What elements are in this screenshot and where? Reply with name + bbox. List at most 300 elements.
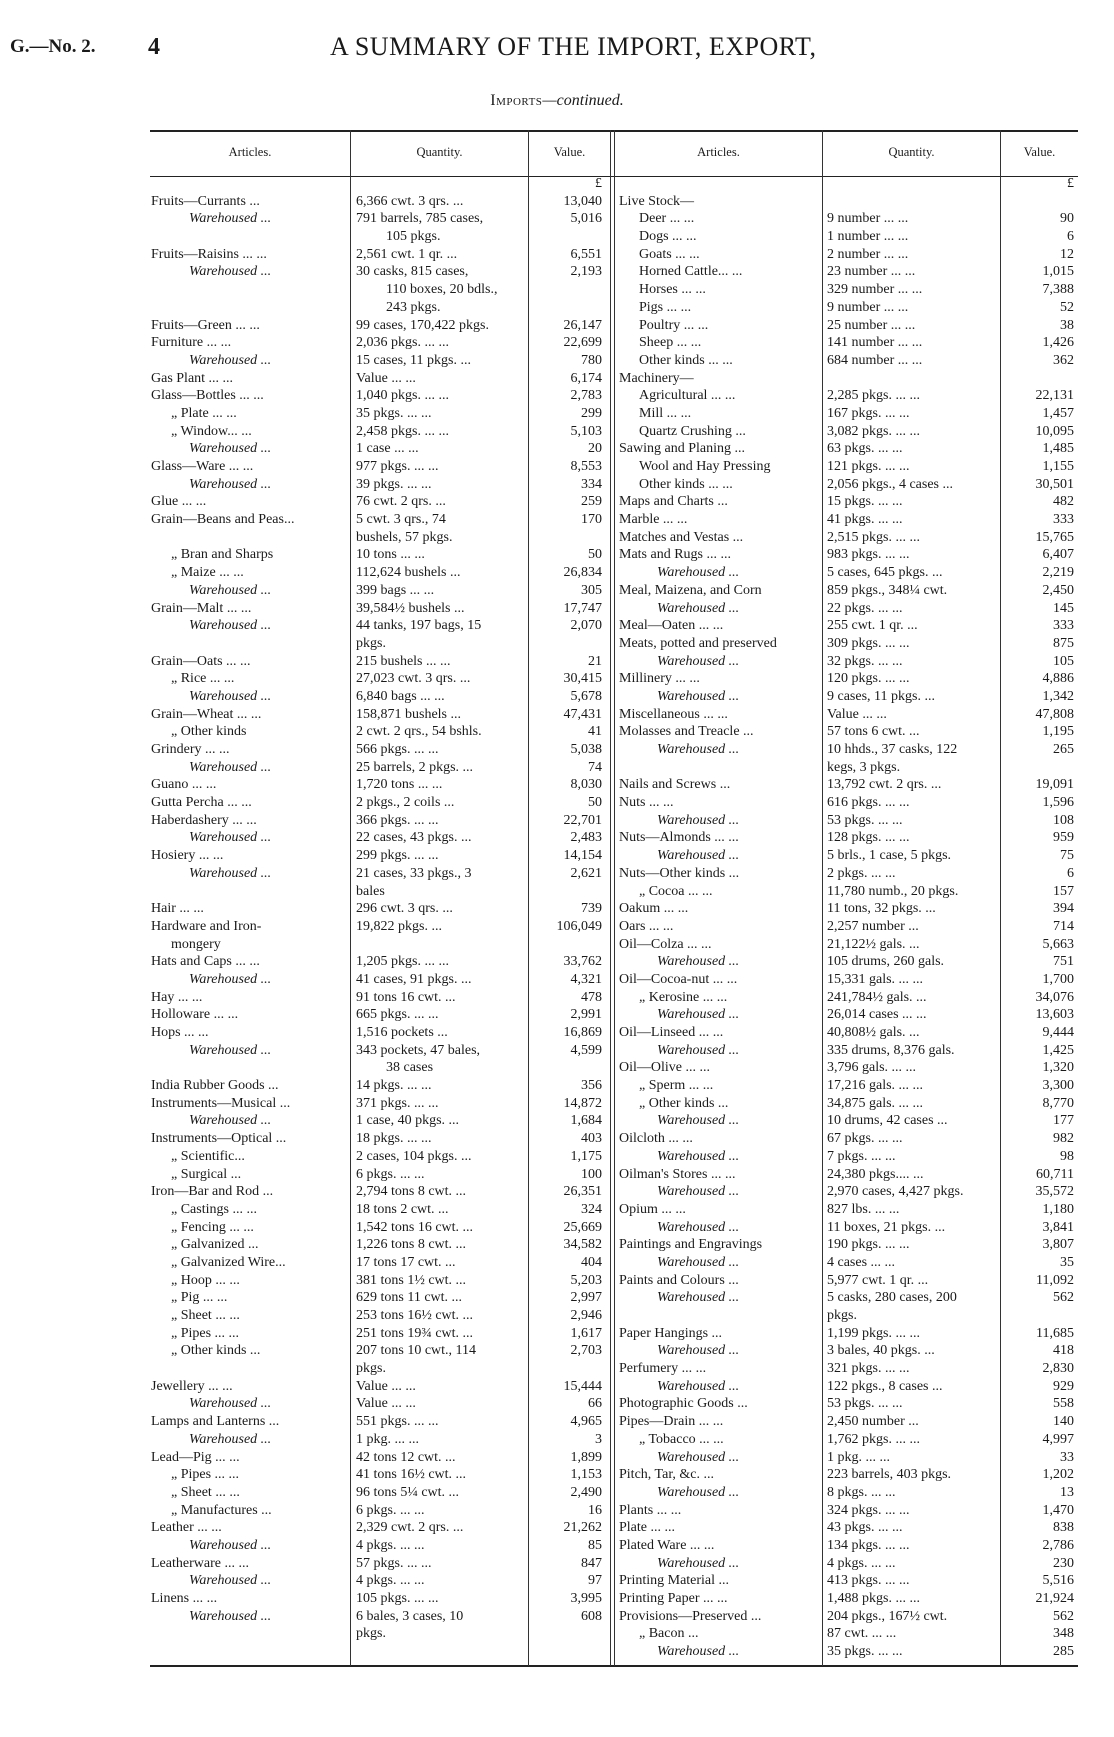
quantity-cell: 105 drums, 260 gals. [827,954,945,970]
article-cell: Millinery ... ... [619,671,700,687]
quantity-cell: 120 pkgs. ... ... [827,671,910,687]
value-cell: 4,886 [1042,671,1074,687]
quantity-cell: 9 cases, 11 pkgs. ... [827,688,935,704]
article-cell: Warehoused ... [657,812,740,828]
quantity-cell: 1,226 tons 8 cwt. ... [356,1237,467,1253]
value-cell: 12 [1060,246,1074,262]
article-cell: Warehoused ... [189,830,272,846]
quantity-cell: 4 pkgs. ... ... [356,1573,425,1589]
article-cell: Marble ... ... [619,512,688,528]
article-cell: „ Hoop ... ... [171,1272,240,1288]
quantity-cell: 63 pkgs. ... ... [827,441,903,457]
quantity-cell: 91 tons 16 cwt. ... [356,989,456,1005]
value-cell: 5,103 [570,423,602,439]
article-cell: „ Surgical ... [171,1166,242,1182]
article-cell: Warehoused ... [657,1484,740,1500]
article-cell: Warehoused ... [657,742,740,757]
article-cell: „ Cocoa ... ... [639,883,713,899]
left-quantity-column [356,175,526,1643]
divider-left-art-qty [350,130,351,1666]
article-cell: Warehoused ... [189,1573,272,1589]
article-cell: Grain—Wheat ... ... [151,706,262,722]
article-cell: Warehoused ... [189,1431,272,1447]
value-cell: 1,457 [1042,405,1074,421]
article-cell: Guano ... ... [151,777,217,793]
quantity-cell: bales [356,883,385,899]
article-cell: Warehoused ... [189,1396,272,1412]
quantity-cell: 2 pkgs., 2 coils ... [356,795,455,811]
article-cell: Fruits—Currants ... [151,193,260,209]
value-cell: 106,049 [556,918,602,934]
value-cell: 75 [1060,848,1074,864]
value-cell: 265 [1053,742,1074,757]
value-cell: 50 [588,547,602,563]
quantity-cell: 204 pkgs., 167½ cwt. [827,1608,948,1624]
value-cell: 177 [1053,1113,1074,1129]
value-cell: 3,300 [1042,1078,1074,1094]
value-cell: 1,425 [1042,1042,1074,1058]
quantity-cell: 96 tons 5¼ cwt. ... [356,1484,460,1500]
quantity-cell: 105 pkgs. [386,229,441,245]
value-cell: 1,684 [570,1113,602,1129]
quantity-cell: 57 tons 6 cwt. ... [827,724,920,740]
value-cell: 100 [581,1166,602,1182]
value-cell: 2,786 [1042,1537,1074,1553]
article-cell: „ Fencing ... ... [171,1219,254,1235]
quantity-cell: 4 pkgs. ... ... [356,1537,425,1553]
value-cell: 5,663 [1042,936,1074,952]
quantity-cell: 53 pkgs. ... ... [827,812,903,828]
article-cell: Paintings and Engravings [619,1237,763,1253]
value-cell: 2,490 [570,1484,602,1500]
value-cell: 52 [1060,299,1074,315]
value-cell: 170 [581,512,602,528]
quantity-cell: 41 pkgs. ... ... [827,512,903,528]
quantity-cell: 121 pkgs. ... ... [827,459,910,474]
value-cell: 751 [1053,954,1074,970]
article-cell: Warehoused ... [657,688,740,704]
quantity-cell: 366 pkgs. ... ... [356,812,439,828]
article-cell: Grain—Beans and Peas... [151,512,295,528]
value-cell: 26,147 [563,317,602,333]
value-cell: 608 [581,1608,602,1624]
article-cell: Warehoused ... [657,600,740,616]
value-cell: 2,193 [570,264,602,280]
quantity-cell: 17,216 gals. ... ... [827,1078,924,1094]
article-cell: „ Bran and Sharps [171,547,274,563]
divider-left-qty-val [528,130,529,1666]
article-cell: Oil—Linseed ... ... [619,1025,724,1040]
right-value-column [1002,175,1074,1661]
article-cell: Goats ... ... [639,246,700,262]
quantity-cell: 566 pkgs. ... ... [356,742,439,757]
article-cell [151,281,348,299]
article-cell: Plated Ware ... ... [619,1537,715,1553]
quantity-cell: 296 cwt. 3 qrs. ... [356,901,453,917]
value-cell: 140 [1053,1414,1074,1430]
article-cell [619,175,820,193]
quantity-cell: 67 pkgs. ... ... [827,1131,903,1147]
article-cell: Fruits—Raisins ... ... [151,246,267,262]
article-cell: Warehoused ... [657,1343,740,1359]
quantity-cell: 53 pkgs. ... ... [827,1396,903,1412]
quantity-cell: 41 cases, 91 pkgs. ... [356,971,472,987]
quantity-cell: 309 pkgs. ... ... [827,635,910,651]
value-cell: 2,483 [570,830,602,846]
quantity-cell: 122 pkgs., 8 cases ... [827,1378,943,1394]
article-cell: Instruments—Musical ... [151,1095,291,1111]
value-cell: 4,965 [570,1414,602,1430]
value-cell: 30,501 [1035,476,1074,492]
value-cell [1002,1307,1074,1325]
article-cell: „ Other kinds ... [639,1095,729,1111]
article-cell: Paints and Colours ... [619,1272,739,1288]
value-cell: 259 [581,494,602,510]
quantity-cell: 2,794 tons 8 cwt. ... [356,1184,467,1200]
quantity-cell: 5 cases, 645 pkgs. ... [827,565,943,581]
article-cell: Warehoused ... [189,211,272,227]
quantity-cell: 40,808½ gals. ... [827,1025,920,1040]
quantity-cell: 76 cwt. 2 qrs. ... [356,494,446,510]
article-cell: Linens ... ... [151,1591,218,1606]
article-cell [151,228,348,246]
quantity-cell: 251 tons 19¾ cwt. ... [356,1325,474,1341]
quantity-cell: 110 boxes, 20 bdls., [386,282,498,298]
article-cell: Meal—Oaten ... ... [619,618,724,634]
article-cell: Warehoused ... [189,1608,272,1624]
article-cell: Oilman's Stores ... ... [619,1166,736,1182]
article-cell: Nuts—Other kinds ... [619,865,740,881]
article-cell: Jewellery ... ... [151,1378,233,1394]
value-cell: 108 [1053,812,1074,828]
article-cell: Warehoused ... [189,582,272,598]
article-cell: Opium ... ... [619,1201,686,1217]
article-cell: Warehoused ... [657,1219,740,1235]
article-cell: Other kinds ... ... [639,476,733,492]
article-cell: Lamps and Lanterns ... [151,1414,280,1430]
quantity-cell: 17 tons 17 cwt. ... [356,1254,456,1270]
value-cell: 1,195 [1042,724,1074,740]
article-cell: Glass—Ware ... ... [151,459,254,474]
article-cell: Maps and Charts ... [619,494,728,510]
value-cell: 30,415 [563,671,602,687]
quantity-cell: 134 pkgs. ... ... [827,1537,910,1553]
quantity-cell: pkgs. [356,1626,386,1642]
value-cell: 6,174 [570,370,602,386]
value-cell: 348 [1053,1626,1074,1642]
quantity-cell: 158,871 bushels ... [356,706,461,722]
subtitle-rest: —continued. [542,92,624,109]
value-cell: 14,154 [563,848,602,864]
value-cell: 50 [588,795,602,811]
value-cell: 959 [1053,830,1074,846]
value-cell: 2,830 [1042,1361,1074,1377]
value-cell: 5,516 [1042,1573,1074,1589]
value-cell: 90 [1060,211,1074,227]
article-cell: Warehoused ... [657,1254,740,1270]
article-cell: Warehoused ... [657,1290,740,1306]
article-cell: Agricultural ... ... [639,388,736,404]
article-cell: Warehoused ... [189,476,272,492]
value-cell: 35 [1060,1254,1074,1270]
quantity-cell: 41 tons 16½ cwt. ... [356,1467,467,1483]
article-cell: Warehoused ... [189,264,272,280]
quantity-cell: 9 number ... ... [827,211,909,227]
value-cell [530,1360,602,1378]
article-cell: Dogs ... ... [639,229,697,245]
quantity-cell: 19,822 pkgs. ... [356,918,442,934]
divider-center-2 [614,130,615,1666]
value-cell: 6,407 [1042,547,1074,563]
article-cell: Grain—Oats ... ... [151,653,251,669]
value-cell: 20 [588,441,602,457]
quantity-cell: 413 pkgs. ... ... [827,1573,910,1589]
article-cell: „ Castings ... ... [171,1201,257,1217]
article-cell: Warehoused ... [657,653,740,669]
quantity-cell: 11,780 numb., 20 pkgs. [827,883,959,899]
quantity-cell: 343 pockets, 47 bales, [356,1042,481,1058]
article-cell: Sheep ... ... [639,335,702,351]
article-cell: Fruits—Green ... ... [151,317,260,333]
value-cell: 478 [581,989,602,1005]
value-cell: 394 [1053,901,1074,917]
value-cell [530,529,602,547]
article-cell: „ Scientific... [171,1148,245,1164]
value-cell [530,1059,602,1077]
quantity-cell: 1,205 pkgs. ... ... [356,954,449,970]
value-cell [530,228,602,246]
quantity-cell: 215 bushels ... ... [356,653,451,669]
quantity-cell: 18 pkgs. ... ... [356,1131,432,1147]
quantity-cell: 11 boxes, 21 pkgs. ... [827,1219,946,1235]
value-cell: 230 [1053,1555,1074,1571]
quantity-cell: 15,331 gals. ... ... [827,971,924,987]
article-cell: Warehoused ... [189,1042,272,1058]
value-cell: 34,076 [1035,989,1074,1005]
article-cell: Furniture ... ... [151,335,232,351]
quantity-cell: 128 pkgs. ... ... [827,830,910,846]
value-cell: 60,711 [1036,1166,1074,1182]
quantity-cell: 5 brls., 1 case, 5 pkgs. [827,848,952,864]
quantity-cell: 2,329 cwt. 2 qrs. ... [356,1520,464,1536]
quantity-cell: 39 pkgs. ... ... [356,476,432,492]
article-cell: Machinery— [619,370,694,386]
article-cell: Warehoused ... [657,1113,740,1129]
quantity-cell: 299 pkgs. ... ... [356,848,439,864]
value-cell: 5,203 [570,1272,602,1288]
value-cell: 85 [588,1537,602,1553]
article-cell: mongery [171,936,221,952]
article-cell: Sawing and Planing ... [619,441,745,457]
quantity-cell: 4 cases ... ... [827,1254,896,1270]
article-cell: Hair ... ... [151,901,204,917]
value-cell: 145 [1053,600,1074,616]
article-cell: Mats and Rugs ... ... [619,547,731,563]
value-cell: 15,765 [1035,529,1074,545]
value-cell: 2,783 [570,388,602,404]
quantity-cell: 2 cases, 104 pkgs. ... [356,1148,472,1164]
article-cell: „ Pipes ... ... [171,1325,240,1341]
value-cell: 1,015 [1042,264,1074,280]
value-cell: 6 [1067,229,1074,245]
value-cell: 47,431 [563,706,602,722]
article-cell: „ Tobacco ... ... [639,1431,724,1447]
value-cell [530,299,602,317]
article-cell: Glass—Bottles ... ... [151,388,264,404]
article-cell: Hops ... ... [151,1025,209,1040]
article-cell: Hardware and Iron- [151,918,262,934]
quantity-cell: 2,056 pkgs., 4 cases ... [827,476,953,492]
value-cell: 41 [588,724,602,740]
value-cell: 356 [581,1078,602,1094]
quantity-cell: 1 case, 40 pkgs. ... [356,1113,460,1129]
value-cell: 105 [1053,653,1074,669]
quantity-cell: 5 cwt. 3 qrs., 74 [356,512,446,528]
value-cell: 1,180 [1042,1201,1074,1217]
value-cell: 299 [581,405,602,421]
article-cell: Pigs ... ... [639,299,692,315]
article-cell: Glue ... ... [151,494,207,510]
article-cell: Warehoused ... [657,848,740,864]
article-cell: Warehoused ... [657,1148,740,1164]
article-cell: Deer ... ... [639,211,695,227]
quantity-cell: pkgs. [356,1361,386,1377]
article-cell: „ Rice ... ... [171,671,235,687]
value-cell: 5,016 [570,211,602,227]
quantity-cell: 43 pkgs. ... ... [827,1520,903,1536]
article-cell: Warehoused ... [189,688,272,704]
article-cell: Nuts ... ... [619,795,674,811]
article-cell: Warehoused ... [657,1007,740,1023]
value-cell: 482 [1053,494,1074,510]
value-cell: 33,762 [563,954,602,970]
quantity-cell: 10 drums, 42 cases ... [827,1113,948,1129]
quantity-cell: 1,488 pkgs. ... ... [827,1591,920,1606]
article-cell: „ Manufactures ... [171,1502,272,1518]
article-cell: Iron—Bar and Rod ... [151,1184,274,1200]
value-cell: 875 [1053,635,1074,651]
quantity-cell: 15 cases, 11 pkgs. ... [356,352,471,368]
value-cell: 324 [581,1201,602,1217]
article-cell: Lead—Pig ... ... [151,1449,240,1465]
value-cell: 5,678 [570,688,602,704]
value-cell: 33 [1060,1449,1074,1465]
value-cell: 4,997 [1042,1431,1074,1447]
value-cell: 35,572 [1035,1184,1074,1200]
article-cell: Plants ... ... [619,1502,682,1518]
article-cell: Warehoused ... [657,1042,740,1058]
quantity-cell: 21 cases, 33 pkgs., 3 [356,865,472,881]
quantity-cell: 616 pkgs. ... ... [827,795,910,811]
article-cell: Horned Cattle... ... [639,264,743,280]
value-cell: 1,596 [1042,795,1074,811]
value-cell: 98 [1060,1148,1074,1164]
quantity-cell: 791 barrels, 785 cases, [356,211,484,227]
value-cell: 22,701 [563,812,602,828]
quantity-cell: 2,450 number ... [827,1414,919,1430]
article-cell: Perfumery ... ... [619,1361,707,1377]
value-cell: 4,599 [570,1042,602,1058]
quantity-cell: 24,380 pkgs.... ... [827,1166,924,1182]
article-cell: „ Maize ... ... [171,565,244,581]
quantity-cell: Value ... ... [827,706,887,722]
value-cell: 74 [588,759,602,775]
article-cell: Meats, potted and preserved [619,635,777,651]
article-cell: Warehoused ... [657,1378,740,1394]
value-cell: 2,997 [570,1290,602,1306]
article-cell: Gutta Percha ... ... [151,795,252,811]
value-cell: 13 [1060,1484,1074,1500]
quantity-cell: 1,040 pkgs. ... ... [356,388,449,404]
quantity-cell: 6 pkgs. ... ... [356,1166,425,1182]
right-quantity-header: Quantity. [888,145,935,159]
quantity-cell: 2,970 cases, 4,427 pkgs. [827,1184,964,1200]
quantity-cell: 22 pkgs. ... ... [827,600,903,616]
quantity-cell: 827 lbs. ... ... [827,1201,900,1217]
quantity-cell: 190 pkgs. ... ... [827,1237,910,1253]
article-cell: Photographic Goods ... [619,1396,748,1412]
divider-right-art-qty [822,130,823,1666]
value-cell [1002,370,1074,388]
article-cell: Leather ... ... [151,1520,222,1536]
article-cell: Poultry ... ... [639,317,709,333]
article-cell: „ Bacon ... [639,1626,699,1642]
value-cell: 1,342 [1042,688,1074,704]
value-cell: 714 [1053,918,1074,934]
quantity-cell: 1 pkg. ... ... [356,1431,419,1447]
article-cell: Meal, Maizena, and Corn [619,582,762,598]
section-mark: G.—No. 2. [10,36,96,57]
quantity-cell: 105 pkgs. ... ... [356,1591,439,1606]
article-cell: Miscellaneous ... ... [619,706,728,722]
quantity-cell: 2,561 cwt. 1 qr. ... [356,246,458,262]
quantity-cell: Value ... ... [356,370,416,386]
value-cell: 26,834 [563,565,602,581]
article-cell: Paper Hangings ... [619,1325,723,1341]
article-cell: „ Kerosine ... ... [639,989,728,1005]
article-cell: Oilcloth ... ... [619,1131,693,1147]
quantity-cell: 5 casks, 280 cases, 200 [827,1290,957,1306]
quantity-cell: 329 number ... ... [827,282,923,298]
left-value-header: Value. [553,145,586,159]
quantity-cell: 684 number ... ... [827,352,923,368]
value-cell: 2,621 [570,865,602,881]
value-cell [530,281,602,299]
value-cell: 2,070 [570,618,602,634]
value-cell: 2,991 [570,1007,602,1023]
quantity-cell: 335 drums, 8,376 gals. [827,1042,955,1058]
value-cell: 780 [581,352,602,368]
quantity-cell: 30 casks, 815 cases, [356,264,469,280]
value-cell: 1,153 [570,1467,602,1483]
value-cell: 1,485 [1042,441,1074,457]
article-cell: Nails and Screws ... [619,777,731,793]
quantity-cell: 7 pkgs. ... ... [827,1148,896,1164]
quantity-cell: 859 pkgs., 348¼ cwt. [827,582,948,598]
value-cell: 8,030 [570,777,602,793]
quantity-cell: 3 bales, 40 pkgs. ... [827,1343,935,1359]
page-number: 4 [148,34,160,60]
article-cell [151,175,348,193]
article-cell: Horses ... ... [639,282,706,298]
quantity-cell: kegs, 3 pkgs. [827,759,901,775]
quantity-cell: 223 barrels, 403 pkgs. [827,1467,952,1483]
article-cell: Oakum ... ... [619,901,689,917]
value-cell: 47,808 [1035,706,1074,722]
value-cell [530,635,602,653]
article-cell: Holloware ... ... [151,1007,239,1023]
value-cell: 285 [1053,1644,1074,1660]
